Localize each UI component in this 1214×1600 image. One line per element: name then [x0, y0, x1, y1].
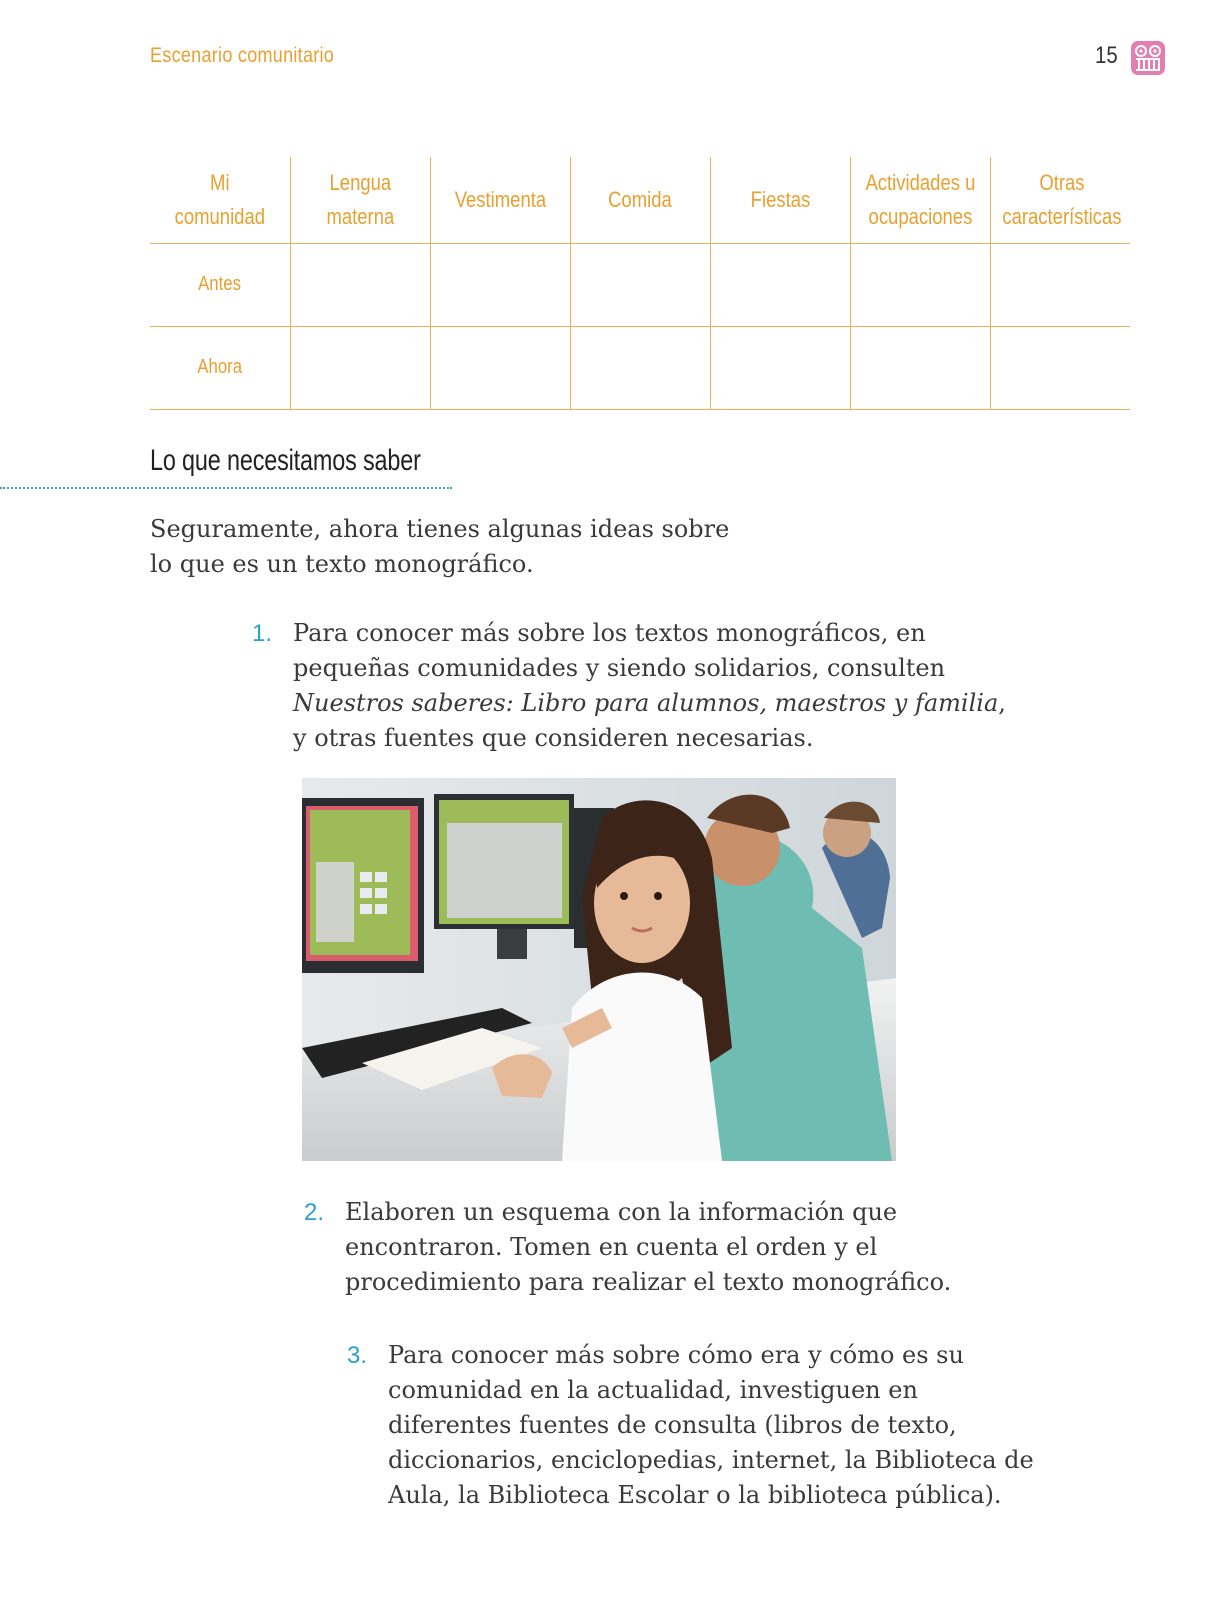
row-label-ahora: Ahora [150, 326, 290, 409]
table-cell[interactable] [570, 243, 710, 326]
row-label-antes: Antes [150, 243, 290, 326]
table-cell[interactable] [850, 243, 990, 326]
header-mi-comunidad: Mi comunidad [150, 157, 290, 243]
item-number: 3. [347, 1342, 368, 1369]
section-title: Escenario comunitario [150, 44, 335, 67]
header-otras-caracteristicas: Otras características [990, 157, 1130, 243]
table-row [150, 326, 1130, 409]
item-number: 2. [304, 1199, 325, 1226]
header-comida: Comida [570, 157, 710, 243]
aztec-glyph-icon [1130, 40, 1166, 76]
header-vestimenta: Vestimenta [430, 157, 570, 243]
table-cell[interactable] [290, 243, 430, 326]
dotted-divider [0, 487, 452, 489]
table-cell[interactable] [290, 326, 430, 409]
table-row [150, 243, 1130, 326]
table-cell[interactable] [570, 326, 710, 409]
list-item-1: 1. Para conocer más sobre los textos monográficos, en pequeñas comunidades y siendo solidarios, consulten Nuestros saberes: Libro para alumnos, maestros y familia, y otras fuentes que consideren necesarias. [293, 616, 1033, 756]
item-number: 1. [252, 620, 273, 647]
header-actividades: Actividades u ocupaciones [850, 157, 990, 243]
list-item-2: 2. Elaboren un esquema con la información que encontraron. Tomen en cuenta el orden y el procedimiento para realizar el texto monográfico. [345, 1195, 1025, 1300]
table-cell[interactable] [430, 326, 570, 409]
intro-paragraph: Seguramente, ahora tienes algunas ideas sobre lo que es un texto monográfico. [150, 515, 730, 578]
table-cell[interactable] [850, 326, 990, 409]
table-cell[interactable] [710, 326, 850, 409]
community-comparison-table [150, 157, 1130, 410]
header-fiestas: Fiestas [710, 157, 850, 243]
table-cell[interactable] [990, 243, 1130, 326]
table-header-row [150, 157, 1130, 243]
page-number: 15 [1095, 42, 1118, 69]
students-computer-photo [302, 778, 896, 1161]
table-cell[interactable] [430, 243, 570, 326]
list-item-3: 3. Para conocer más sobre cómo era y cómo es su comunidad en la actualidad, investiguen en diferentes fuentes de consulta (libros de texto, diccionarios, enciclopedias, internet, la Biblioteca de Aula, la Biblioteca Escolar o la biblioteca pública). [388, 1338, 1088, 1513]
table-cell[interactable] [990, 326, 1130, 409]
header-lengua-materna: Lengua materna [290, 157, 430, 243]
table-cell[interactable] [710, 243, 850, 326]
section-heading: Lo que necesitamos saber [150, 444, 421, 477]
